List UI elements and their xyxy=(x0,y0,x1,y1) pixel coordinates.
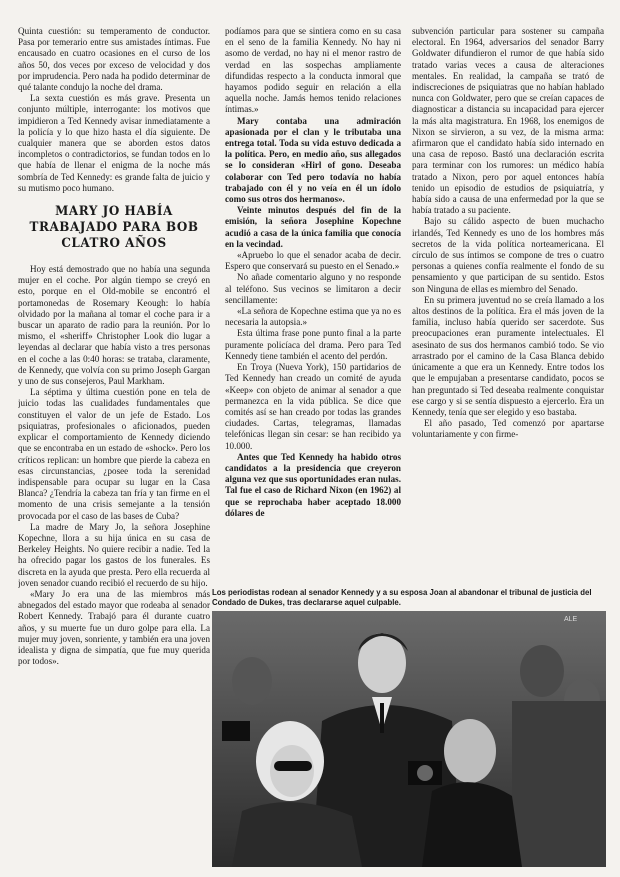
paragraph: Bajo su cálido aspecto de buen muchacho irlandés, Ted Kennedy es uno de los hombres más secretos de la vida política norteamericana. El círculo de sus íntimos se compone de tres o cuatro personas a quienes confía realmente el fondo de su pensamiento y que participan de su sentido. Estos son Ninguna de ellas es miembro del Senado. xyxy=(412,216,604,294)
photo-block xyxy=(212,588,606,868)
article-column-1 xyxy=(18,26,210,868)
paragraph: Veinte minutos después del fin de la emisión, la señora Josephine Kopechne acudió a casa de la única familia que conocía en la vecindad. xyxy=(225,205,401,249)
paragraph: subvención particular para sostener su campaña electoral. En 1964, adversarios del senador Barry Goldwater difundieron el rumor de que había sido tratado varias veces a causa de alteraciones mentales. En realidad, la campaña se trató de indiscreciones de psiquiatras que no habían hablado nunca con Goldwater, pero que se creían capaces de diagnosticar a distancia su incapacidad para ejercer la más alta magistratura. En 1968, los enemigos de Nixon se sirvieron, a su vez, de la misma arma: afirmaron que el candidato había sido internado en una casa de reposo. Bastó una declaración escrita para terminar con los rumores: un médico había tratado a Nixon, pero por aquel entonces había tenido un episodio de estudios de psiquiatría, y había sido a causa de una enfermedad por la que se había tratado a su paciente. xyxy=(412,26,604,216)
paragraph: La madre de Mary Jo, la señora Josephine Kopechne, llora a su hija única en su casa de Berkeley Heights. No quiere recibir a nadie. Ted la ha ofrecido pagar los gastos de los funerales. Es discreta en la ayuda que presta. Pero ella recuerda al joven senador cuando recibió el recuerdo de su hijo. xyxy=(18,521,210,588)
paragraph: En Troya (Nueva York), 150 partidarios de Ted Kennedy han creado un comité de ayuda «Keep» con objeto de animar al senador a que permanezca en la vida pública. Se dice que comités así se han creado por todas las grandes ciudades. Cartas, telegramas, llamadas telefónicas llegan sin cesar: se han recibido ya 10.000. xyxy=(225,362,401,451)
paragraph: No añade comentario alguno y no responde al teléfono. Sus vecinos se limitaron a decir sencillamente: xyxy=(225,272,401,305)
paragraph: Antes que Ted Kennedy ha habido otros candidatos a la presidencia que creyeron alguna vez que sus oportunidades eran nulas. Tal fue el caso de Richard Nixon (en 1962) al que se reprochaba haber aceptado 18.000 dólares de xyxy=(225,451,401,518)
paragraph: La sexta cuestión es más grave. Presenta un conjunto múltiple, interrogante: los motivos que impidieron a Ted Kennedy avisar inmediatamente a la policía y lo que hizo hasta el día siguiente. De cualquier manera que se aborden estos datos incompletos o contradictorios, se fundan todos en lo que había de llenar el enigma de la noche más sombría de Ted Kennedy: es grande falta de juicio y su mutismo poco humano. xyxy=(18,93,210,193)
article-column-3 xyxy=(412,26,604,586)
photo-caption: Los periodistas rodean al senador Kennedy y a su esposa Joan al abandonar el tribunal de justicia del Condado de Dukes, tras declararse aquel culpable. xyxy=(212,588,592,607)
article-column-2 xyxy=(225,26,401,586)
paragraph: Quinta cuestión: su temperamento de conductor. Pasa por temerario entre sus amistades íntimas. Fue encausado en cuatro ocasiones en el curso de los años 50, dos veces por exceso de velocidad y dos por imprudencia. Pero nada ha podido determinar de qué talante condujo la noche del drama. xyxy=(18,26,210,93)
paragraph: En su primera juventud no se creía llamado a los altos destinos de la política. Era el más joven de la familia, incluso había querido ser sacerdote. Sus preocupaciones eran puramente intelectuales. El asesinato de sus dos hermanos cambió todo. Se vio arrastrado por el camino de la Casa Blanca debido únicamente a que era un Kennedy. Entre todos los que le empujaban a presentarse candidato, pocos se han preguntado si Ted deseaba realmente conquistar ese cargo y si se sentía dispuesto a ejercerlo. Era un Kennedy, tenía que ser elegido y eso bastaba. xyxy=(412,294,604,417)
paragraph: El año pasado, Ted comenzó por apartarse voluntariamente y con firme- xyxy=(412,418,604,440)
paragraph: «Apruebo lo que el senador acaba de decir. Espero que conservará su puesto en el Senado.» xyxy=(225,250,401,272)
paragraph: «Mary Jo era una de las miembros más abnegados del estado mayor que rodeaba al senador Robert Kennedy. Trabajó para él durante cuatro años, y su muerte fue un duro golpe para ella. La mujer muy joven, sonriente, y también era una joven idealista y digna de simpatía, que fue muy querida por todos». xyxy=(18,588,210,667)
paragraph: Mary contaba una admiración apasionada por el clan y le tributaba una entrega total. Toda su vida estuvo dedicada a la política. Pero, en medio año, sus allegados se lo consideran «Hirl of gono. Deseaba colaborar con Ted pero todavía no había trabajado con él y no veía en él un ídolo como sus otros dos hermanos». xyxy=(225,115,401,205)
paragraph: «La señora de Kopechne estima que ya no es necesaria la autopsia.» xyxy=(225,306,401,328)
paragraph: Hoy está demostrado que no había una segunda mujer en el coche. Por algún tiempo se creyó en esto, porque en el Old-mobile se encontró el portamonedas de Rosemary Keough: lo había olvidado por la mañana al tomar el coche para ir a buscar un aparato de radio para la reunión. Por lo mismo, el «sheriff» Christopher Look dio lugar a leyendas al declarar que había visto a tres personas en el coche a las 0:40 horas: se trataba, claramente, de Kennedy, que volvía con su primo Joseph Gargan y uno de sus consejeros, Paul Markham. xyxy=(18,264,210,387)
paragraph: podíamos para que se sintiera como en su casa en el seno de la familia Kennedy. No hay ni asomo de verdad, no hay ni el menor rastro de verdad en las sospechas ampliamente difundidas respecto a la conducta inmoral que hayamos podido seguir en relación a ella aquella noche. Jamás hemos tenido relaciones íntimas.» xyxy=(225,26,401,115)
section-headline: MARY JO HABÍA TRABAJADO PARA BOB CLATRO AÑOS xyxy=(29,204,199,252)
paragraph: Esta última frase pone punto final a la parte puramente policíaca del drama. Pero para Ted Kennedy tiene también el acento del perdón. xyxy=(225,328,401,361)
photo-illustration xyxy=(212,611,606,867)
paragraph: La séptima y última cuestión pone en tela de juicio todas las cualidades fundamentales que constituyen el valor de un jefe de Estado. Los psiquiatras, profesionales o aficionados, pueden explicar el comportamiento de Kennedy diciendo que se encontraba en un estado de «shock». Pero los críticos replican: un hombre que pierde la cabeza en esas circunstancias, ¿posee toda la serenidad indispensable para ocupar su lugar en la Casa Blanca? ¿Tendría la cabeza tan fría y tan firme en el momento de una crisis semejante a la tensión provocada por el caso de las bases de Cuba? xyxy=(18,387,210,521)
news-photo xyxy=(212,611,606,867)
photo-credit: ALE xyxy=(564,616,578,624)
